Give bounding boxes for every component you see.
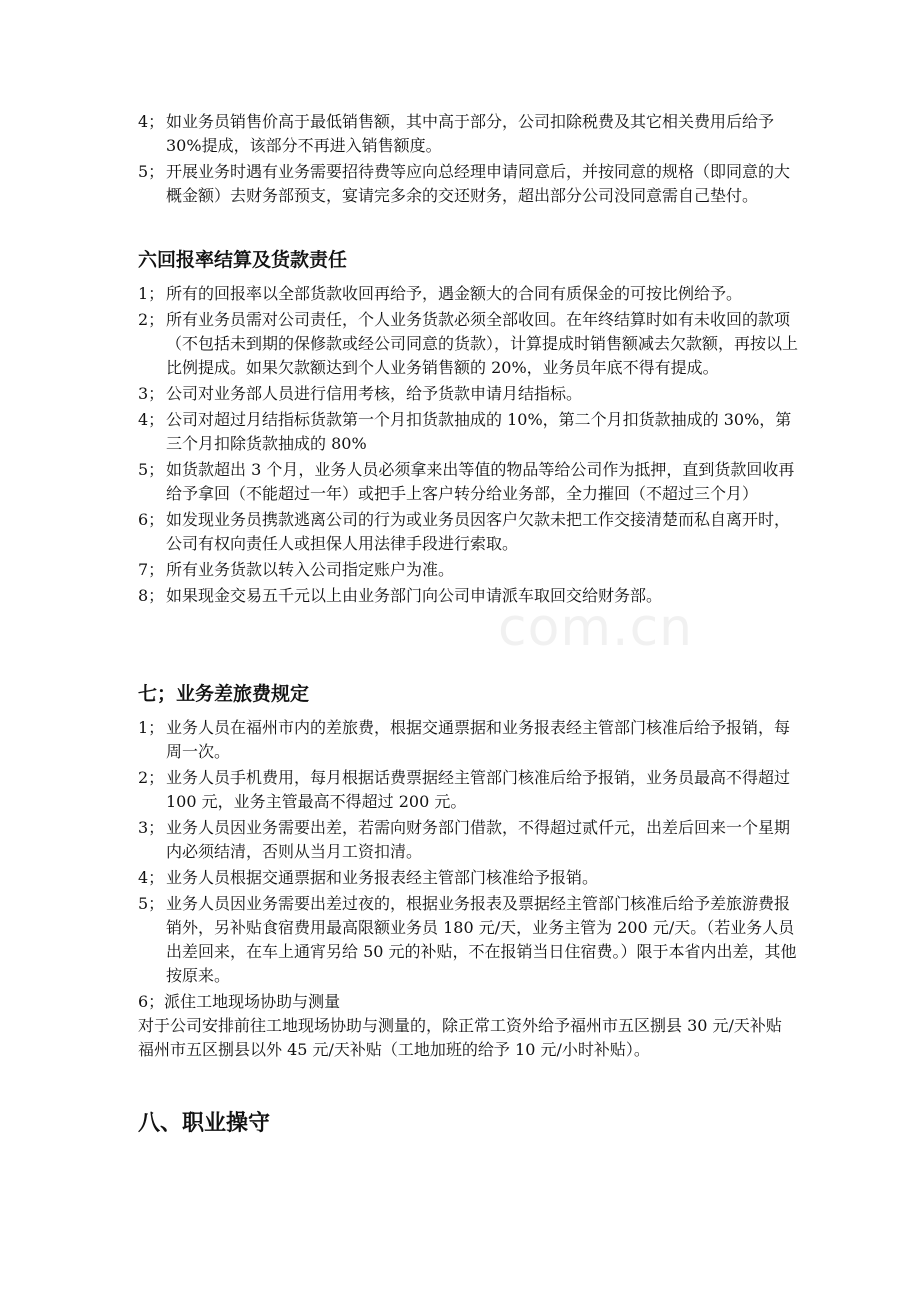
list-item bbox=[138, 160, 798, 208]
list-item-text: 所有的回报率以全部货款收回再给予，遇金额大的合同有质保金的可按比例给予。 bbox=[166, 284, 743, 303]
list-item-text: 开展业务时遇有业务需要招待费等应向总经理申请同意后，并按同意的规格（即同意的大概金额）去财务部预支，宴请完多余的交还财务，超出部分公司没同意需自己垫付。 bbox=[166, 162, 791, 205]
list-item bbox=[138, 110, 798, 158]
list-item-text: 如发现业务员携款逃离公司的行为或业务员因客户欠款未把工作交接清楚而私自离开时，公司有权向责任人或担保人用法律手段进行索取。 bbox=[166, 510, 791, 553]
list-item-number: 3； bbox=[138, 818, 165, 837]
list-item-number: 1； bbox=[138, 718, 165, 737]
section-7-paragraph-1: 对于公司安排前往工地现场协助与测量的，除正常工资外给予福州市五区捌县 30 元/天补贴 bbox=[138, 1016, 782, 1035]
section-7-title: 七；业务差旅费规定 bbox=[138, 683, 310, 705]
list-item-text: 公司对超过月结指标货款第一个月扣货款抽成的 10%，第二个月扣货款抽成的 30%，第三个月扣除货款抽成的 80% bbox=[166, 410, 792, 453]
list-item-text: 所有业务员需对公司责任，个人业务货款必须全部收回。在年终结算时如有未收回的款项（不包括未到期的保修款或经公司同意的货款），计算提成时销售额减去欠款额，再按以上比例提成。如果欠款额达到个人业务销售额的 20%，业务员年底不得有提成。 bbox=[166, 310, 799, 377]
list-item bbox=[138, 816, 798, 864]
list-item-number: 4； bbox=[138, 410, 165, 429]
section-7-list bbox=[138, 716, 798, 988]
list-item-number: 7； bbox=[138, 560, 165, 579]
list-item-number: 8； bbox=[138, 586, 165, 605]
list-item-number: 6； bbox=[138, 510, 165, 529]
list-item-number: 4； bbox=[138, 868, 165, 887]
list-item bbox=[138, 584, 798, 608]
intro-list bbox=[138, 110, 798, 210]
list-item bbox=[138, 308, 798, 380]
list-item-text: 公司对业务部人员进行信用考核，给予货款申请月结指标。 bbox=[166, 384, 583, 403]
list-item bbox=[138, 282, 798, 306]
section-7 bbox=[138, 680, 798, 1062]
list-item bbox=[138, 866, 798, 890]
list-item bbox=[138, 408, 798, 456]
list-item-text: 业务人员在福州市内的差旅费，根据交通票据和业务报表经主管部门核准后给予报销，每周一次。 bbox=[166, 718, 791, 761]
list-item-number: 2； bbox=[138, 310, 165, 329]
list-item-number: 5； bbox=[138, 894, 165, 913]
list-item bbox=[138, 892, 798, 988]
section-6-list bbox=[138, 282, 798, 608]
list-item bbox=[138, 382, 798, 406]
list-item-text: 所有业务货款以转入公司指定账户为准。 bbox=[166, 560, 455, 579]
list-item-text: 业务人员因业务需要出差，若需向财务部门借款，不得超过贰仟元，出差后回来一个星期内必须结清，否则从当月工资扣清。 bbox=[166, 818, 791, 861]
section-7-item-6: 6；派住工地现场协助与测量 bbox=[138, 992, 341, 1011]
list-item-text: 如果现金交易五千元以上由业务部门向公司申请派车取回交给财务部。 bbox=[166, 586, 663, 605]
watermark: com.cn bbox=[498, 598, 694, 658]
section-6 bbox=[138, 246, 798, 610]
list-item-number: 5； bbox=[138, 460, 165, 479]
list-item-text: 业务人员根据交通票据和业务报表经主管部门核准给予报销。 bbox=[166, 868, 599, 887]
list-item-text: 业务人员因业务需要出差过夜的，根据业务报表及票据经主管部门核准后给予差旅游费报销外，另补贴食宿费用最高限额业务员 180 元/天，业务主管为 200 元/天。（若业务人员出差回来，在车上通宵另给 50 元的补贴，不在报销当日住宿费。）限于本省内出差，其他按原来。 bbox=[166, 894, 797, 985]
list-item-text: 业务人员手机费用，每月根据话费票据经主管部门核准后给予报销，业务员最高不得超过 100 元，业务主管最高不得超过 200 元。 bbox=[166, 768, 791, 811]
list-item-number: 5； bbox=[138, 162, 165, 181]
section-7-paragraph-2: 福州市五区捌县以外 45 元/天补贴（工地加班的给予 10 元/小时补贴）。 bbox=[138, 1040, 650, 1059]
list-item-text: 如货款超出 3 个月，业务人员必须拿来出等值的物品等给公司作为抵押，直到货款回收再给予拿回（不能超过一年）或把手上客户转分给业务部，全力摧回（不超过三个月） bbox=[166, 460, 795, 503]
list-item bbox=[138, 716, 798, 764]
list-item-text: 如业务员销售价高于最低销售额，其中高于部分，公司扣除税费及其它相关费用后给予 30%提成，该部分不再进入销售额度。 bbox=[166, 112, 775, 155]
list-item bbox=[138, 558, 798, 582]
list-item bbox=[138, 458, 798, 506]
list-item-number: 3； bbox=[138, 384, 165, 403]
section-6-title: 六回报率结算及货款责任 bbox=[138, 249, 348, 271]
list-item bbox=[138, 508, 798, 556]
list-item-number: 2； bbox=[138, 768, 165, 787]
list-item bbox=[138, 766, 798, 814]
list-item-number: 4； bbox=[138, 112, 165, 131]
section-8 bbox=[138, 1110, 798, 1146]
list-item-number: 1； bbox=[138, 284, 165, 303]
section-8-title: 八、职业操守 bbox=[138, 1111, 271, 1136]
